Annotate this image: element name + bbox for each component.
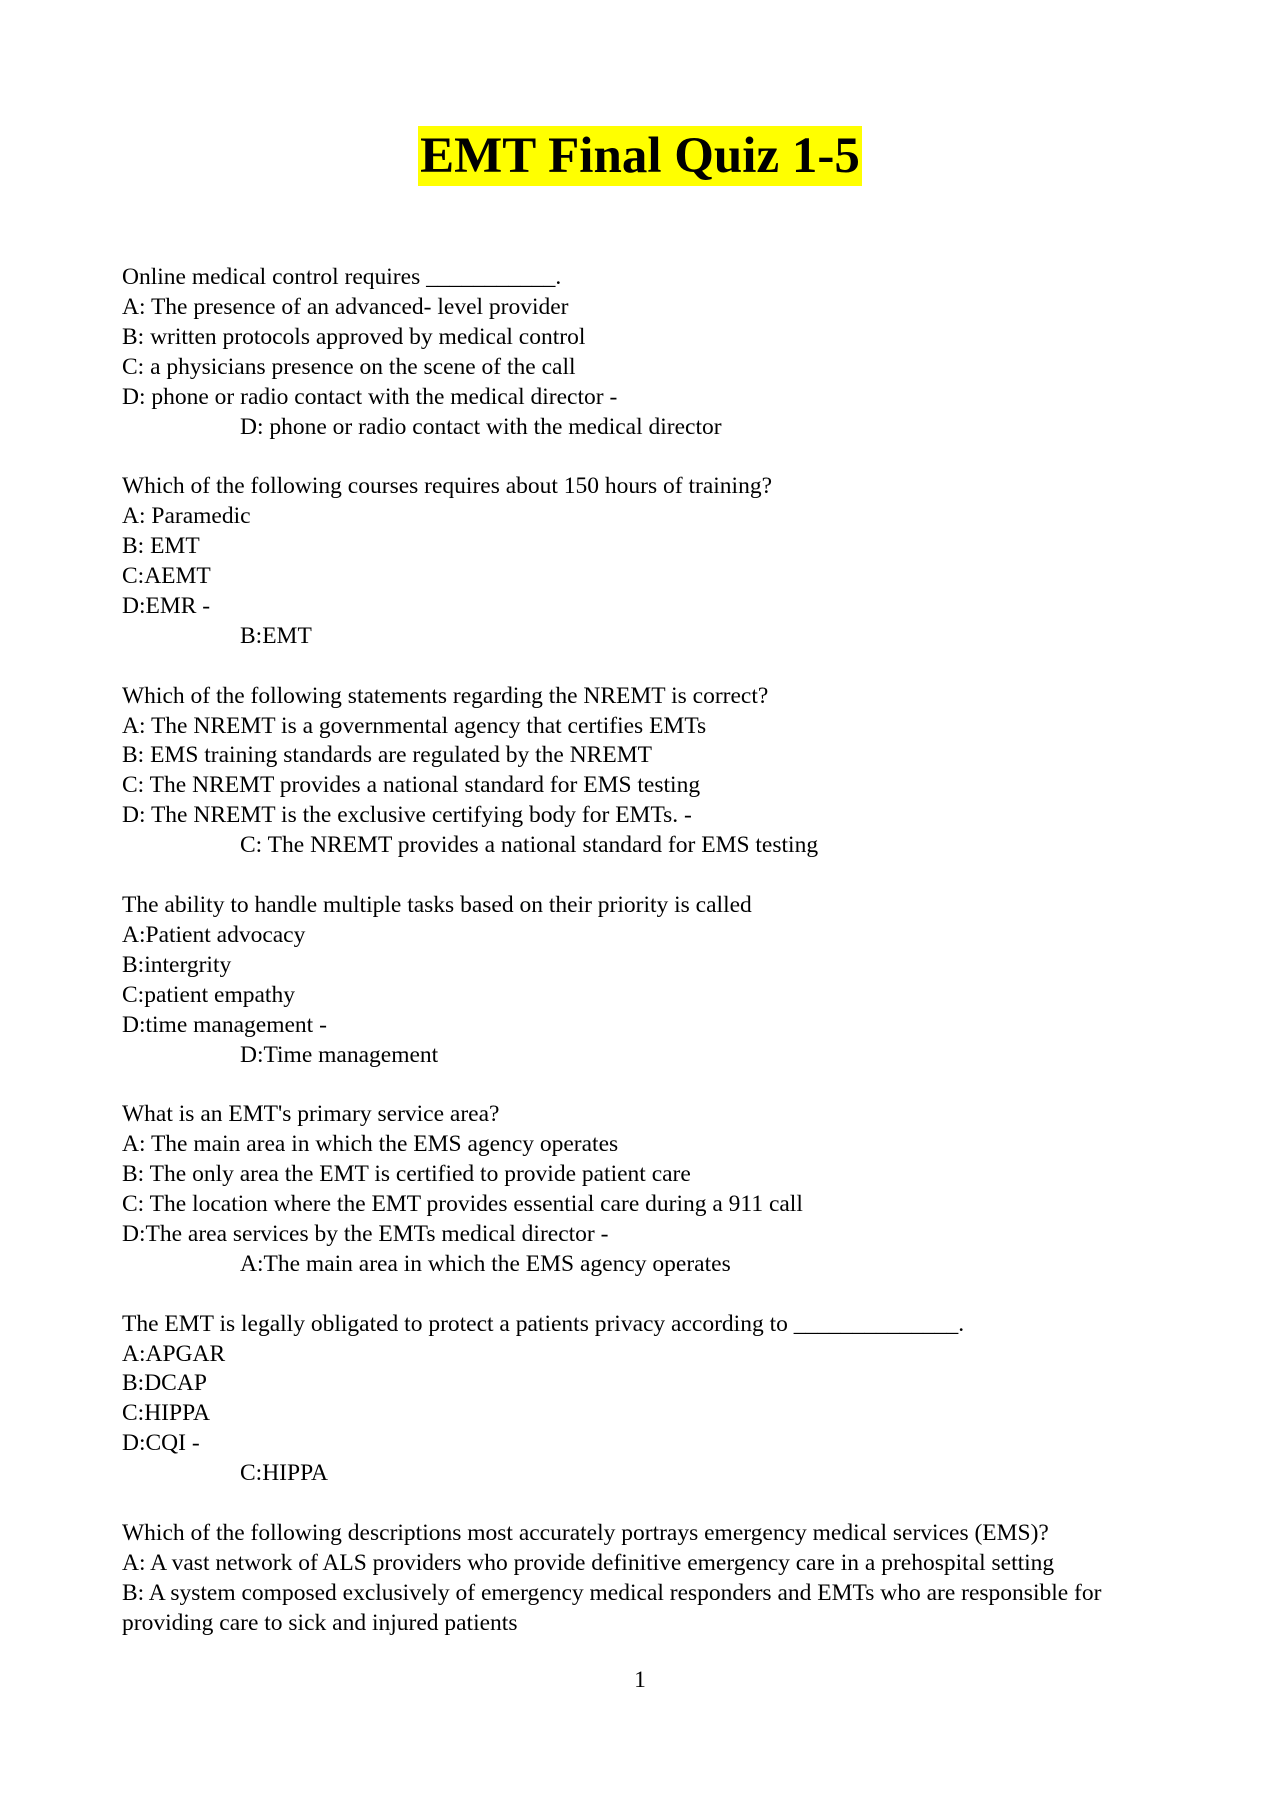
answer-option: D:CQI - — [122, 1430, 200, 1457]
correct-answer: C:HIPPA — [240, 1460, 328, 1487]
question-block-7 — [122, 1519, 1182, 1639]
question-prompt: What is an EMT's primary service area? — [122, 1101, 500, 1128]
question-block-5 — [122, 1100, 1182, 1279]
answer-option: C:patient empathy — [122, 981, 295, 1008]
answer-option: A: The NREMT is a governmental agency that certifies EMTs — [122, 712, 707, 739]
correct-answer: B:EMT — [240, 622, 312, 649]
answer-option: B:DCAP — [122, 1370, 207, 1397]
correct-answer: C: The NREMT provides a national standard for EMS testing — [240, 832, 819, 859]
correct-answer: A:The main area in which the EMS agency operates — [240, 1250, 731, 1277]
answer-option: B: A system composed exclusively of emergency medical responders and EMTs who are responsible for providing care to sick and injured patients — [122, 1579, 1102, 1636]
question-block-4 — [122, 891, 1182, 1070]
answer-option: D: phone or radio contact with the medical director - — [122, 383, 618, 410]
question-block-1 — [122, 263, 1182, 442]
question-prompt: Which of the following descriptions most accurately portrays emergency medical services (EMS)? — [122, 1519, 1049, 1546]
page-number: 1 — [634, 1667, 646, 1693]
question-prompt: The ability to handle multiple tasks based on their priority is called — [122, 891, 752, 918]
answer-option: C: a physicians presence on the scene of the call — [122, 353, 576, 380]
answer-option: B: written protocols approved by medical control — [122, 323, 586, 350]
answer-option: A: Paramedic — [122, 503, 251, 530]
correct-answer: D: phone or radio contact with the medical director — [240, 413, 722, 440]
answer-option: B: EMS training standards are regulated by the NREMT — [122, 742, 652, 769]
answer-option: B:intergrity — [122, 951, 232, 978]
answer-option: B: The only area the EMT is certified to provide patient care — [122, 1161, 691, 1188]
document-title: EMT Final Quiz 1-5 — [420, 128, 860, 184]
question-block-2 — [122, 472, 1182, 651]
answer-option: A:APGAR — [122, 1340, 226, 1367]
question-block-3 — [122, 682, 1182, 861]
question-prompt: Online medical control requires ___________. — [122, 264, 562, 290]
quiz-content — [122, 263, 1182, 1668]
answer-option: D:EMR - — [122, 592, 211, 619]
question-block-6 — [122, 1310, 1182, 1489]
answer-option: B: EMT — [122, 533, 200, 560]
answer-option: C:AEMT — [122, 563, 211, 590]
question-prompt: Which of the following courses requires about 150 hours of training? — [122, 473, 773, 500]
title-container — [0, 126, 1280, 186]
answer-option: C: The NREMT provides a national standard for EMS testing — [122, 772, 701, 799]
question-prompt: The EMT is legally obligated to protect a patients privacy according to ______________. — [122, 1310, 965, 1337]
answer-option: D:The area services by the EMTs medical director - — [122, 1220, 609, 1247]
answer-option: C:HIPPA — [122, 1400, 210, 1427]
answer-option: A: A vast network of ALS providers who provide definitive emergency care in a prehospital setting — [122, 1549, 1055, 1576]
answer-option: D:time management - — [122, 1011, 327, 1038]
answer-option: C: The location where the EMT provides essential care during a 911 call — [122, 1191, 803, 1218]
answer-option: A: The main area in which the EMS agency operates — [122, 1131, 619, 1158]
correct-answer: D:Time management — [240, 1041, 439, 1068]
answer-option: A:Patient advocacy — [122, 921, 306, 948]
answer-option: D: The NREMT is the exclusive certifying body for EMTs. - — [122, 802, 692, 829]
question-prompt: Which of the following statements regarding the NREMT is correct? — [122, 682, 769, 709]
answer-option: A: The presence of an advanced- level provider — [122, 293, 569, 320]
